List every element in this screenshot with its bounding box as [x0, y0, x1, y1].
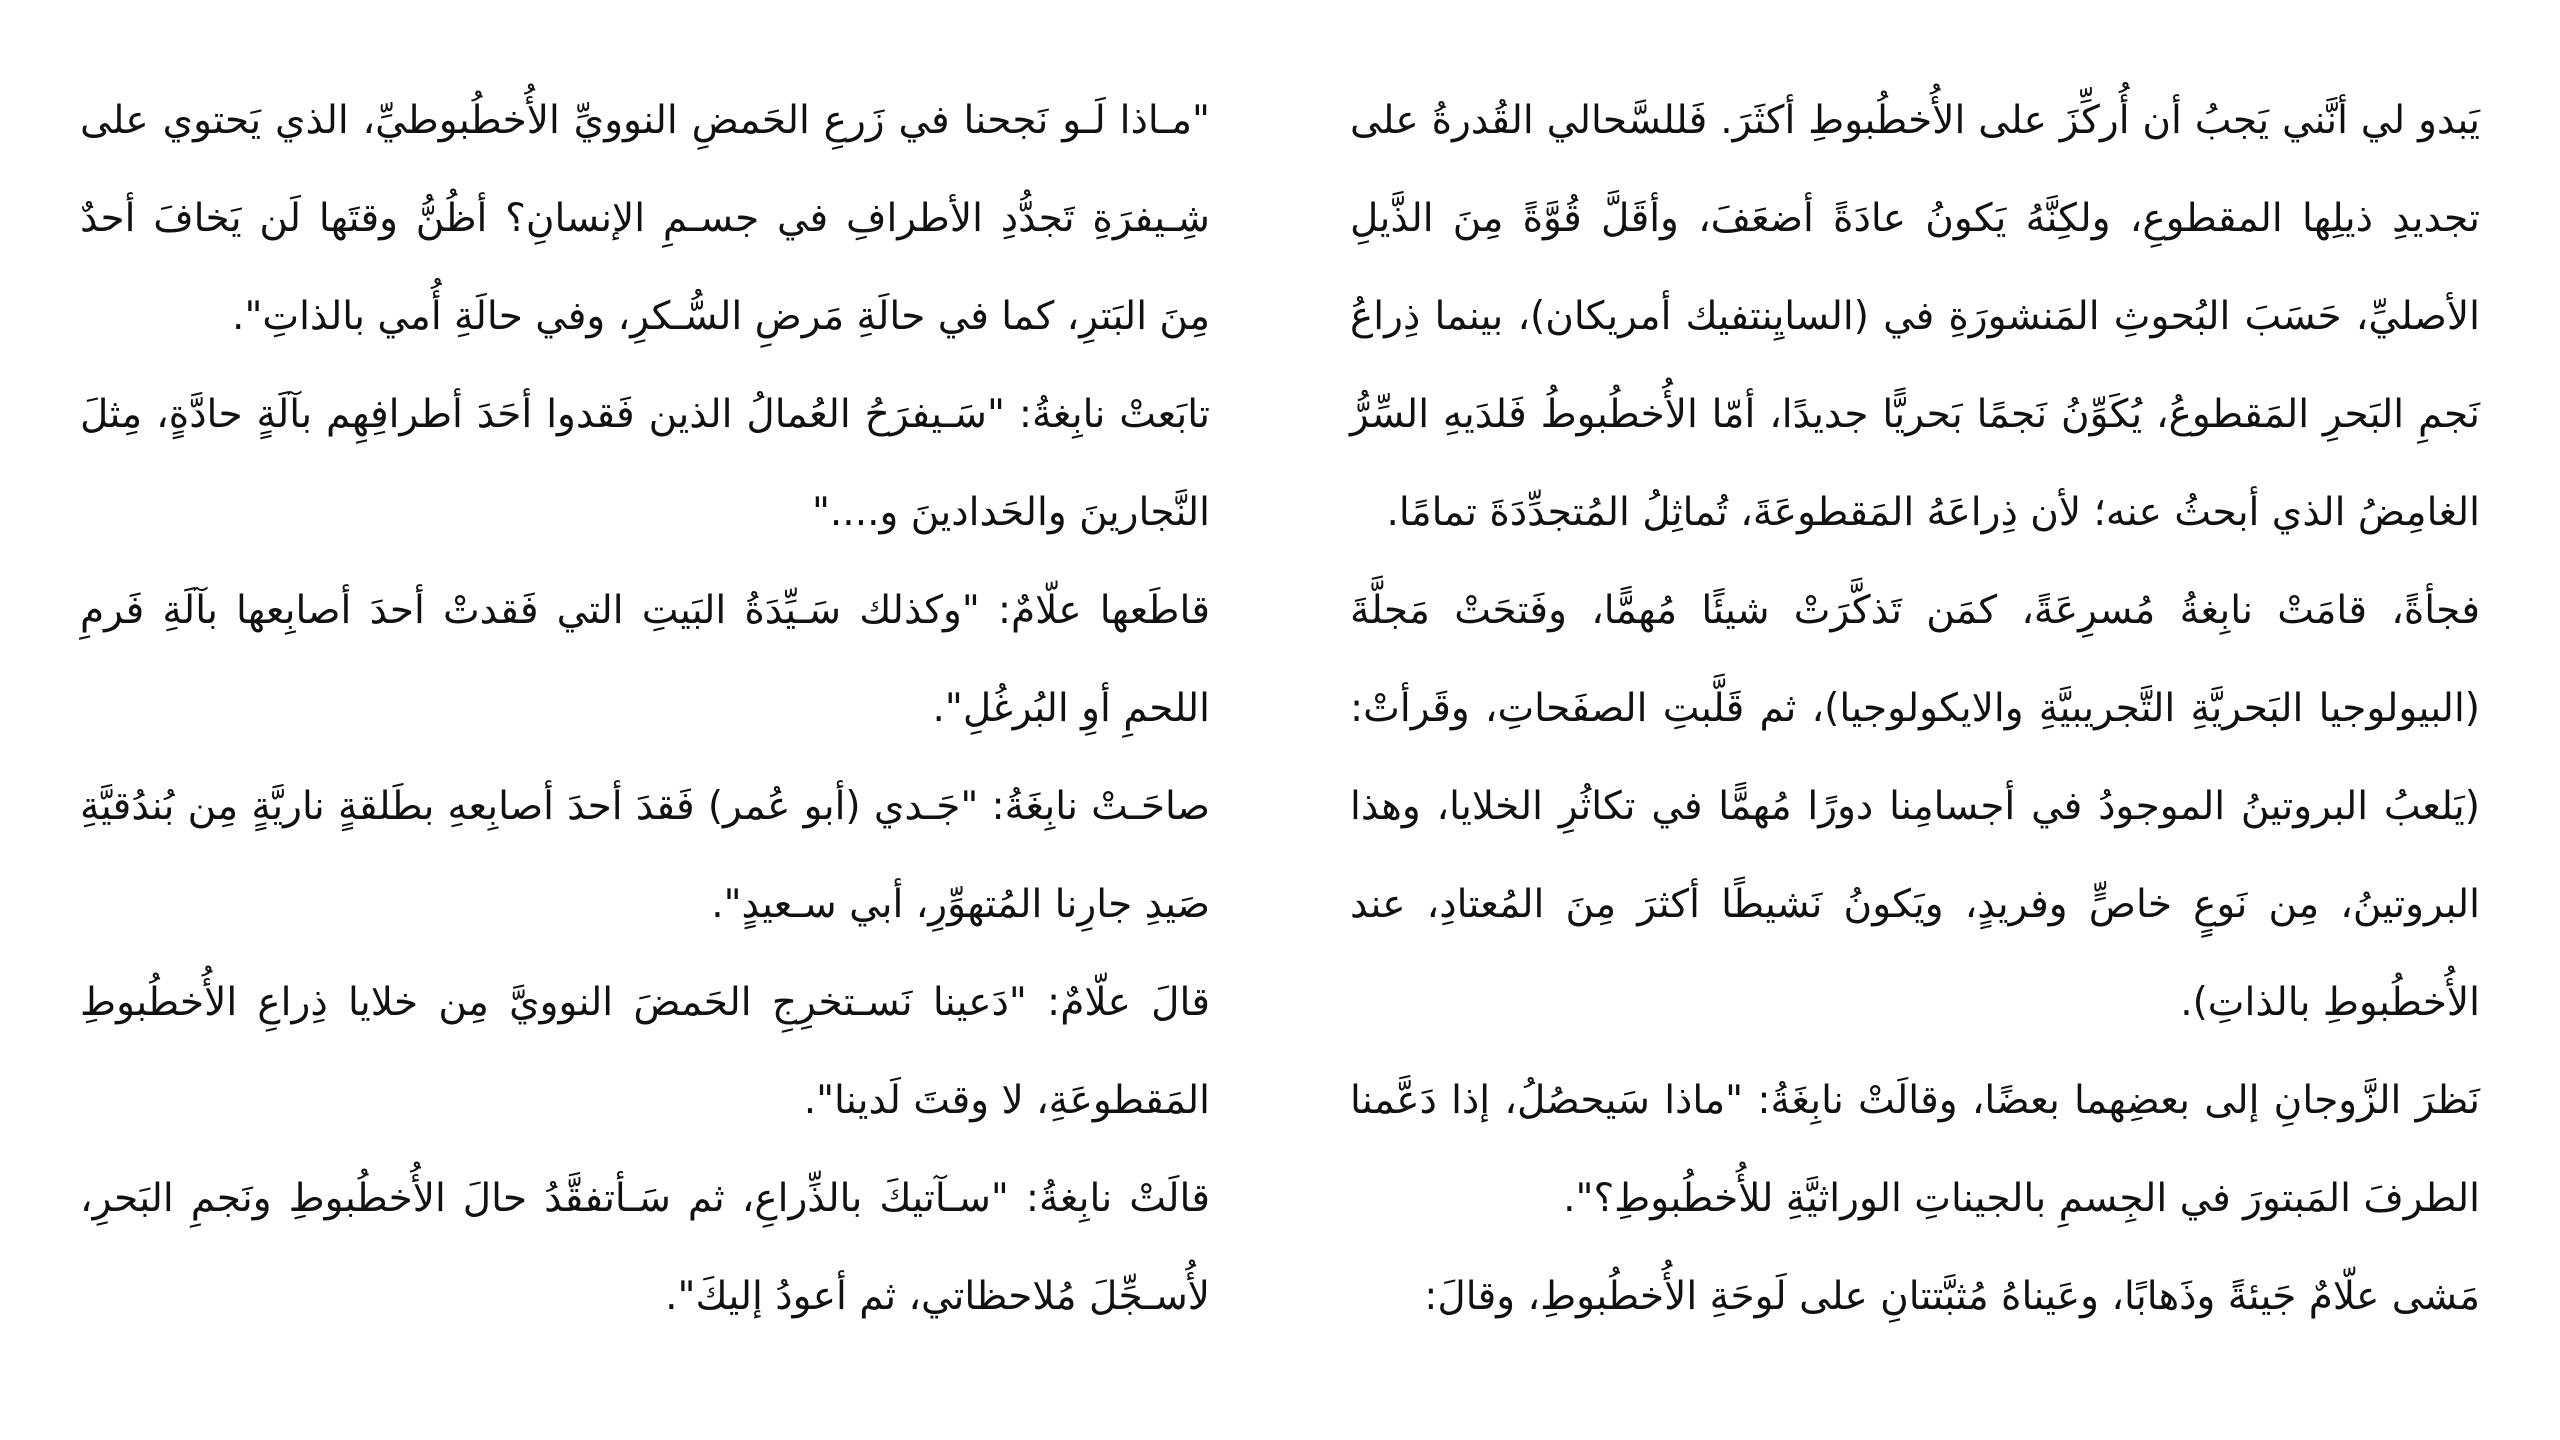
paragraph: "مـاذا لَـو نَجحنا في زَرعِ الحَمضِ النوويِّ الأُخطُبوطيِّ، الذي يَحتوي على شِـيفرَةِ تَجدُّدِ الأطرافِ في جسـمِ الإنسانِ؟ أظُنُّ وقتَها لَن يَخافَ أحدٌ مِنَ البَترِ، كما في حالَةِ مَرضِ السُّـكرِ، وفي حالَةِ أُمي بالذاتِ".: [80, 98, 1210, 339]
paragraph: قالَ علّامٌ: "دَعينا نَسـتخرِجِ الحَمضَ النوويَّ مِن خلايا ذِراعِ الأُخطُبوطِ المَقطوعَةِ، لا وقتَ لَدينا".: [80, 980, 1210, 1123]
paragraph: صاحَـتْ نابِغَةُ: "جَـدي (أبو عُمر) فَقدَ أحدَ أصابِعهِ بطَلقةٍ ناريَّةٍ مِن بُندُقيَّةِ صَيدِ جارِنا المُتهوِّرِ، أبي سـعيدٍ".: [80, 784, 1210, 927]
paragraph: يَبدو لي أنَّني يَجبُ أن أُركِّزَ على الأُخطُبوطِ أكثَرَ. فَللسَّحالي القُدرةُ على تجديدِ ذيلِها المقطوعِ، ولكِنَّهُ يَكونُ عادَةً أضعَفَ، وأقَلَّ قُوَّةً مِنَ الذَّيلِ الأصليِّ، حَسَبَ البُحوثِ المَنشورَةِ في (السايِنتفيك أمريكان)، بينما ذِراعُ نَجمِ البَحرِ المَقطوعُ، يُكَوِّنُ نَجمًا بَحريًّا جديدًا، أمّا الأُخطُبوطُ فَلدَيهِ السِّرُّ الغامِضُ الذي أبحثُ عنه؛ لأن ذِراعَهُ المَقطوعَةَ، تُماثِلُ المُتجدِّدَةَ تمامًا.: [1350, 98, 2480, 535]
paragraph: قالَتْ نابِغةُ: "سـآتيكَ بالذِّراعِ، ثم سَـأتفقَّدُ حالَ الأُخطُبوطِ ونَجمِ البَحرِ، لأُسـجِّلَ مُلاحظاتي، ثم أعودُ إليكَ".: [80, 1176, 1210, 1319]
paragraph: نَظرَ الزَّوجانِ إلى بعضِهما بعضًا، وقالَتْ نابِغَةُ: "ماذا سَيحصُلُ، إذا دَعَّمنا الطرفَ المَبتورَ في الجِسمِ بالجيناتِ الوراثيَّةِ للأُخطُبوطِ؟".: [1350, 1078, 2480, 1221]
paragraph: مَشى علّامٌ جَيئةً وذَهابًا، وعَيناهُ مُثبَّتتانِ على لَوحَةِ الأُخطُبوطِ، وقالَ:: [1424, 1274, 2480, 1319]
right-text-column: [1280, 0, 2560, 1440]
paragraph: قاطَعها علّامٌ: "وكذلك سَـيِّدَةُ البَيتِ التي فَقدتْ أحدَ أصابِعها بآلَةِ فَرمِ اللحمِ أوِ البُرغُلِ".: [80, 588, 1210, 731]
paragraph: تابَعتْ نابِغةُ: "سَـيفرَحُ العُمالُ الذين فَقدوا أحَدَ أطرافِهِم بآلَةٍ حادَّةٍ، مِثلَ النَّجارينَ والحَدادينَ و....": [80, 392, 1210, 535]
paragraph: فجأةً، قامَتْ نابِغةُ مُسرِعَةً، كمَن تَذكَّرَتْ شيئًا مُهمًّا، وفَتحَتْ مَجلَّةَ (البيولوجيا البَحريَّةِ التَّجريبيَّةِ والايكولوجيا)، ثم قَلَّبتِ الصفَحاتِ، وقَرأتْ: (يَلعبُ البروتينُ الموجودُ في أجسامِنا دورًا مُهمًّا في تكاثُرِ الخلايا، وهذا البروتينُ، مِن نَوعٍ خاصٍّ وفريدٍ، ويَكونُ نَشيطًا أكثرَ مِنَ المُعتادِ، عند الأُخطُبوطِ بالذاتِ).: [1350, 588, 2480, 1025]
